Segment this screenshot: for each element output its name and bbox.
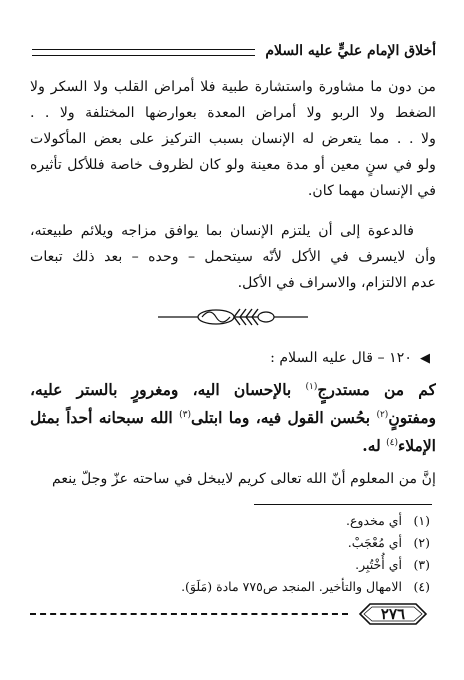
- footnote-marker: (٣): [179, 409, 192, 420]
- footnote-number: (١): [413, 513, 430, 528]
- section-divider-ornament: [158, 304, 308, 330]
- quote-line: [30, 432, 436, 460]
- saying-heading: [270, 345, 430, 372]
- footnote-marker: (١): [305, 381, 318, 392]
- footnote-number: (٣): [413, 557, 430, 572]
- running-header: [32, 40, 436, 62]
- footnote-item: [181, 554, 430, 576]
- paragraph-1-line: من دون ما مشاورة واستشارة طبية فلا أمراض القلب ولا السكر ولا: [30, 79, 436, 95]
- footer-dashed-rule: [30, 613, 348, 615]
- paragraph-1-line: ولا . . مما يتعرض له الإنسان بسبب التركيز على بعض المأكولات: [30, 131, 436, 147]
- paragraph-3: [30, 466, 436, 492]
- paragraph-1-line: في الإنسان مهما كان.: [307, 183, 436, 199]
- paragraph-3-line: إنَّ من المعلوم أنّ الله تعالى كريم لايبخل في ساحته عزّ وجلّ ينعم: [51, 471, 436, 487]
- quote-text: بالإحسان اليه، ومغرورٍ بالستر عليه،: [30, 380, 306, 399]
- footnote-marker: (٢): [376, 409, 389, 420]
- quote-text: كم من مستدرجٍ: [317, 380, 436, 399]
- quote-text: الله سبحانه أحداً بمثل: [30, 408, 180, 427]
- footnote-number: (٤): [413, 579, 430, 594]
- header-title: أخلاق الإمام عليٍّ عليه السلام: [255, 40, 436, 62]
- footnote-item: [181, 510, 430, 532]
- footnote-text: أي مخدوع.: [345, 513, 402, 528]
- footnotes: [181, 510, 430, 598]
- quote-text: له.: [362, 436, 387, 455]
- quote-text: بحُسن القول فيه، وما ابتلى: [191, 408, 377, 427]
- quote-line: [30, 404, 436, 432]
- saying-heading-text: ١٢٠ – قال عليه السلام :: [270, 350, 412, 366]
- paragraph-1-line: ولو في سنٍ معين أو مدة معينة ولو كان لظروف خاصة فللأكل تأثيره: [30, 157, 436, 173]
- saying-quote: [30, 376, 436, 460]
- footnote-item: [181, 532, 430, 554]
- page-number: ٢٧٦: [380, 605, 406, 623]
- page-footer: [30, 602, 436, 626]
- quote-line: [30, 376, 436, 404]
- footnote-number: (٢): [413, 535, 430, 550]
- paragraph-2-line: فالدعوة إلى أن يلتزم الإنسان بما يوافق مزاجه ويلائم طبيعته،: [30, 223, 414, 239]
- footnote-text: الامهال والتأخير. المنجد ص٧٧٥ مادة (مَلَوَ).: [181, 579, 402, 594]
- paragraph-2-line: وأن لايسرف في الأكل لأنّه سيتحمل – وحده – بعد ذلك تبعات: [30, 249, 436, 265]
- paragraph-1-line: الضغط ولا الربو ولا أمراض المعدة بعوارضها المختلفة ولا . .: [30, 105, 436, 121]
- triangle-marker-icon: ◀: [420, 351, 430, 366]
- paragraph-2-line: عدم الالتزام، والاسراف في الأكل.: [237, 275, 436, 291]
- footnote-text: أي مُعْجَبْ.: [347, 535, 402, 550]
- footnote-marker: (٤): [386, 437, 398, 448]
- footnote-text: أي أُخْتُبِر.: [355, 557, 402, 572]
- footnote-separator: [254, 504, 432, 505]
- quote-text: ومفتونٍ: [388, 408, 436, 427]
- quote-text: الإملاء: [398, 436, 436, 455]
- paragraph-2: [30, 218, 436, 296]
- footnote-item: [181, 576, 430, 598]
- paragraph-1: [30, 74, 436, 204]
